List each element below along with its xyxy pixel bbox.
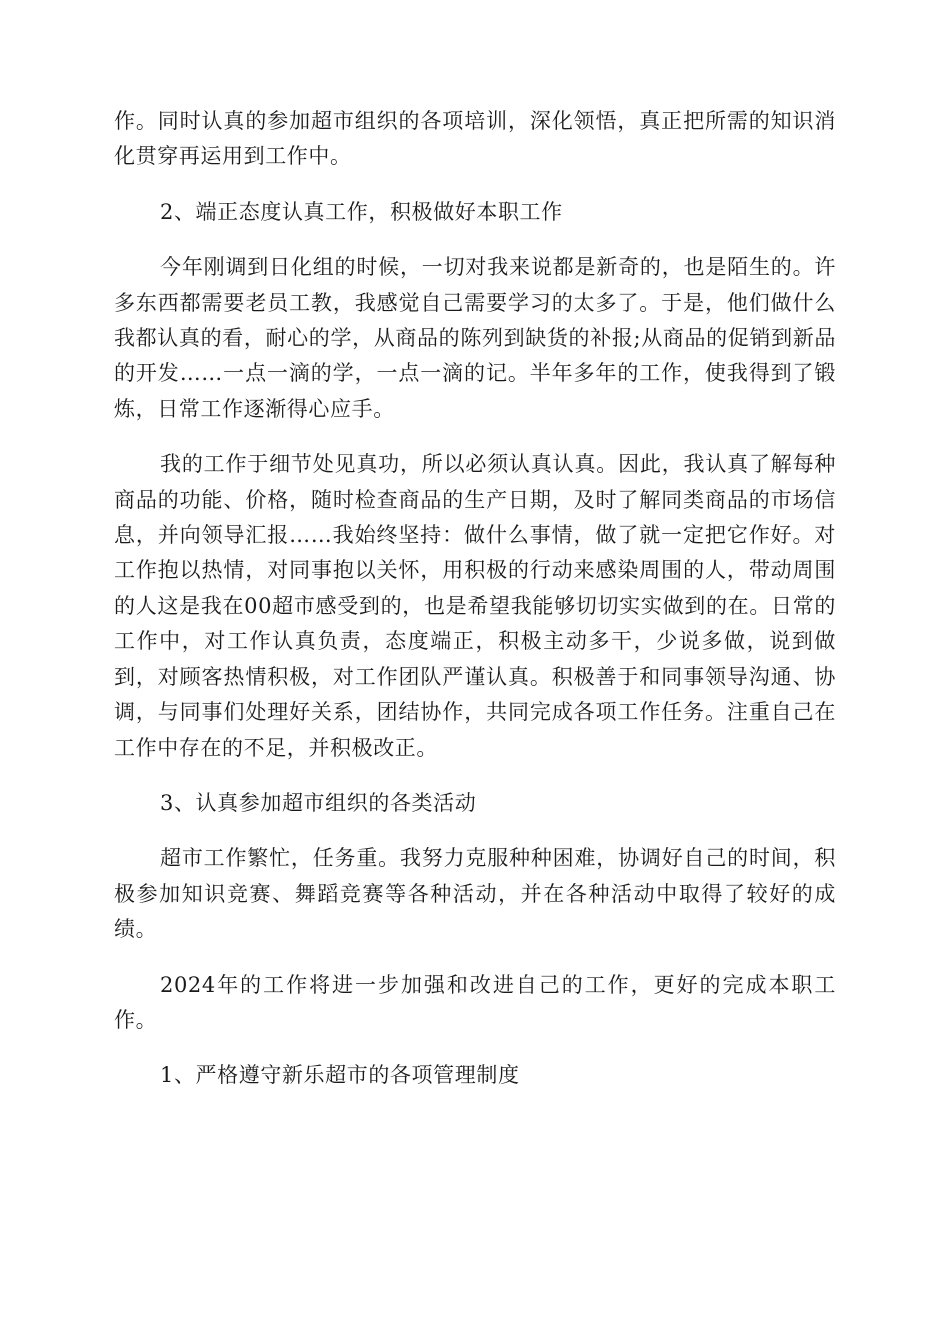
- section-heading-2: 2、端正态度认真工作，积极做好本职工作: [160, 199, 563, 224]
- paragraph-body: 2024年的工作将进一步加强和改进自己的工作，更好的完成本职工作。: [114, 972, 836, 1032]
- section-heading-1: 1、严格遵守新乐超市的各项管理制度: [160, 1063, 520, 1088]
- paragraph-body: 今年刚调到日化组的时候，一切对我来说都是新奇的，也是陌生的。许多东西都需要老员工教，我感觉自己需要学习的太多了。于是，他们做什么我都认真的看，耐心的学，从商品的陈列到缺货的补报;从商品的促销到新品的开发……一点一滴的学，一点一滴的记。半年多年的工作，使我得到了锻炼，日常工作逐渐得心应手。: [114, 255, 836, 421]
- paragraph-continuation: 作。同时认真的参加超市组织的各项培训，深化领悟，真正把所需的知识消化贯穿再运用到工作中。: [114, 109, 836, 169]
- document-body: [114, 104, 836, 1114]
- section-heading-3: 3、认真参加超市组织的各类活动: [160, 790, 477, 815]
- paragraph-body: 我的工作于细节处见真功，所以必须认真认真。因此，我认真了解每种商品的功能、价格，随时检查商品的生产日期，及时了解同类商品的市场信息，并向领导汇报……我始终坚持：做什么事情，做了就一定把它作好。对工作抱以热情，对同事抱以关怀，用积极的行动来感染周围的人，带动周围的人这是我在00超市感受到的，也是希望我能够切切实实做到的在。日常的工作中，对工作认真负责，态度端正，积极主动多干，少说多做，说到做到，对顾客热情积极，对工作团队严谨认真。积极善于和同事领导沟通、协调，与同事们处理好关系，团结协作，共同完成各项工作任务。注重自己在工作中存在的不足，并积极改正。: [114, 452, 836, 760]
- paragraph-body: 超市工作繁忙，任务重。我努力克服种种困难，协调好自己的时间，积极参加知识竞赛、舞蹈竞赛等各种活动，并在各种活动中取得了较好的成绩。: [114, 846, 836, 942]
